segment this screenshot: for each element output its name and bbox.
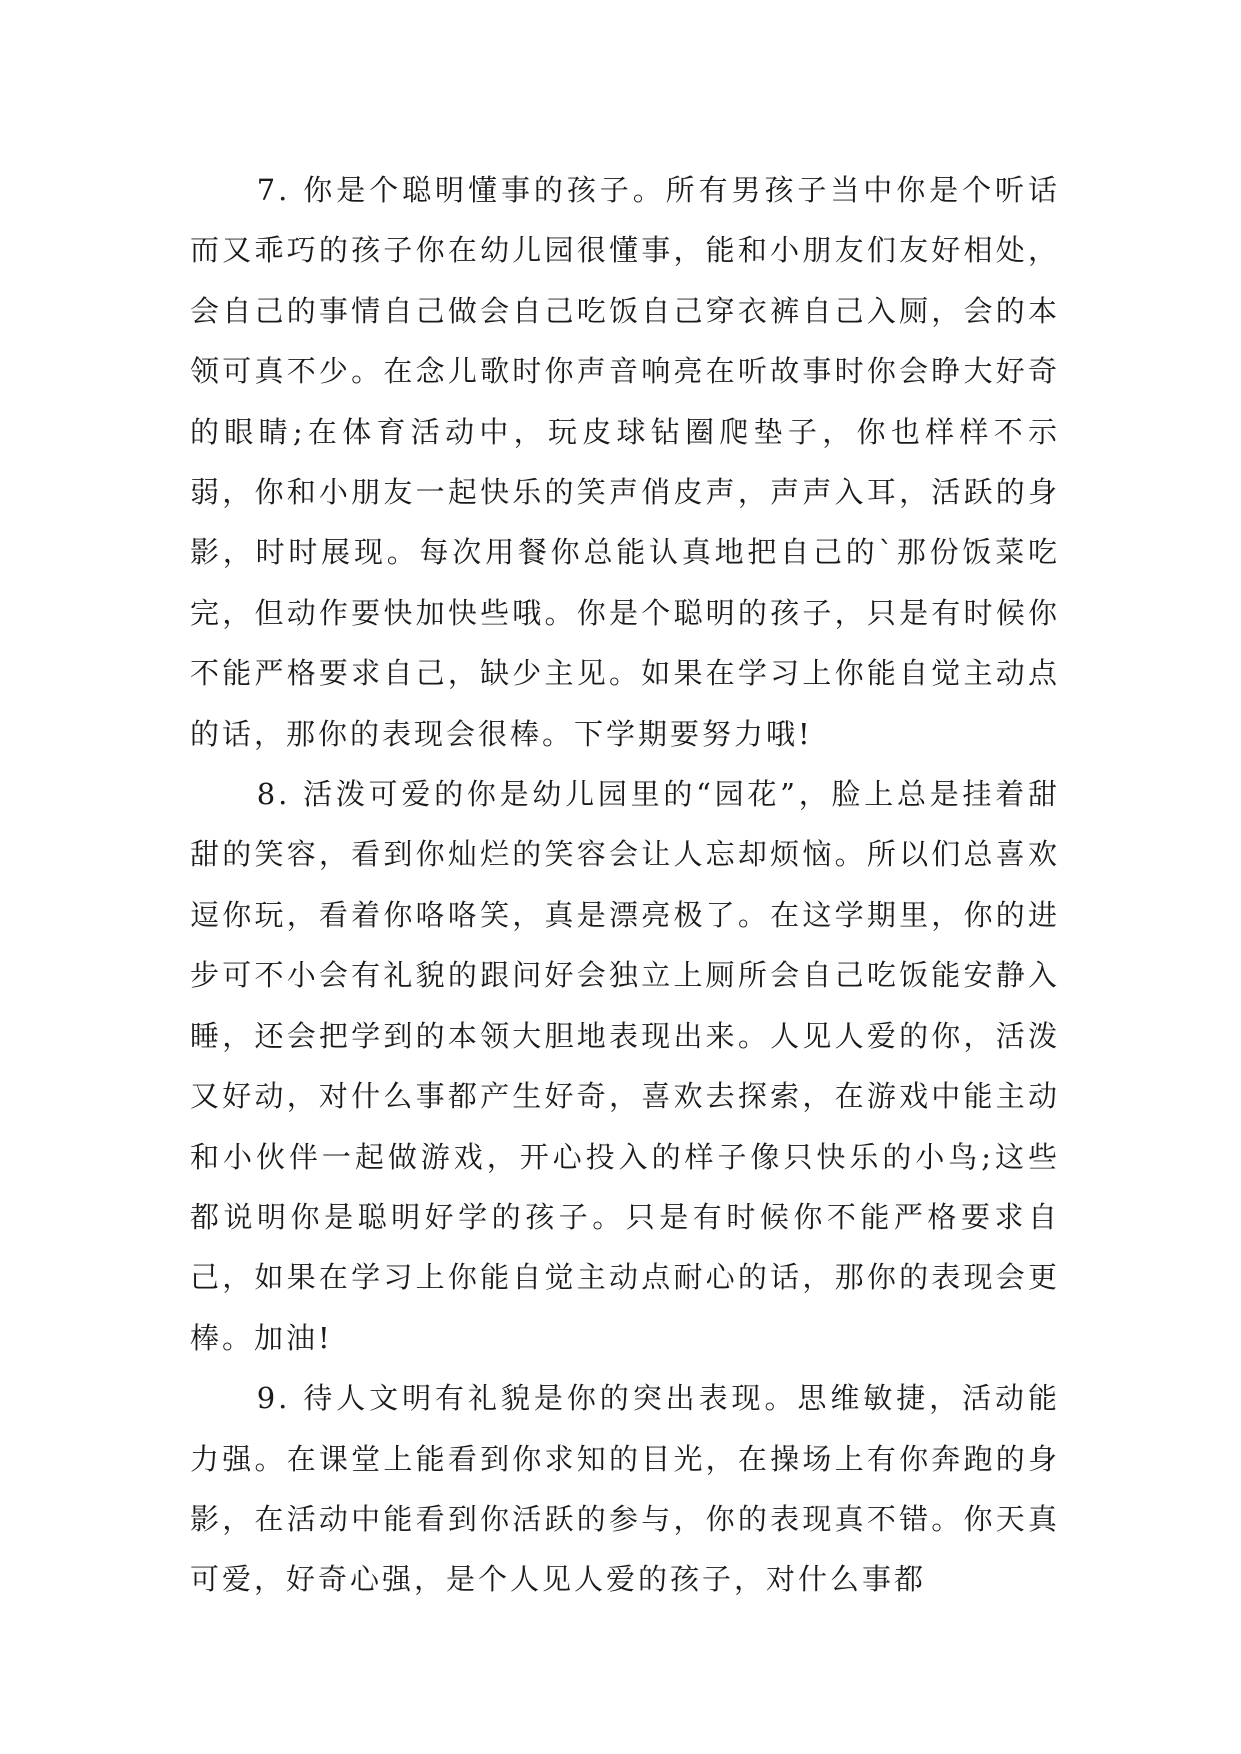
paragraph-number: 7. (256, 173, 291, 207)
paragraph-text: 你是个聪明懂事的孩子。所有男孩子当中你是个听话而又乖巧的孩子你在幼儿园很懂事，能和小朋友们友好相处，会自己的事情自己做会自己吃饭自己穿衣裤自己入厕，会的本领可真不少。在念儿歌时你声音响亮在听故事时你会睁大好奇的眼睛;在体育活动中，玩皮球钻圈爬垫子，你也样样不示弱，你和小朋友一起快乐的笑声俏皮声，声声入耳，活跃的身影，时时展现。每次用餐你总能认真地把自己的`那份饭菜吃完，但动作要快加快些哦。你是个聪明的孩子，只是有时候你不能严格要求自己，缺少主见。如果在学习上你能自觉主动点的话，那你的表现会很棒。下学期要努力哦! (190, 173, 1060, 751)
paragraph-8 (190, 764, 1060, 1368)
document-body (190, 160, 1060, 1610)
paragraph-text: 活泼可爱的你是幼儿园里的“园花”，脸上总是挂着甜甜的笑容，看到你灿烂的笑容会让人忘却烦恼。所以们总喜欢逗你玩，看着你咯咯笑，真是漂亮极了。在这学期里，你的进步可不小会有礼貌的跟问好会独立上厕所会自己吃饭能安静入睡，还会把学到的本领大胆地表现出来。人见人爱的你，活泼又好动，对什么事都产生好奇，喜欢去探索，在游戏中能主动和小伙伴一起做游戏，开心投入的样子像只快乐的小鸟;这些都说明你是聪明好学的孩子。只是有时候你不能严格要求自己，如果在学习上你能自觉主动点耐心的话，那你的表现会更棒。加油! (190, 777, 1060, 1355)
paragraph-number: 8. (256, 777, 291, 812)
paragraph-9 (190, 1368, 1060, 1610)
paragraph-7 (190, 160, 1060, 764)
paragraph-number: 9. (256, 1381, 291, 1416)
paragraph-text: 待人文明有礼貌是你的突出表现。思维敏捷，活动能力强。在课堂上能看到你求知的目光，在操场上有你奔跑的身影，在活动中能看到你活跃的参与，你的表现真不错。你天真可爱，好奇心强，是个人见人爱的孩子，对什么事都 (190, 1381, 1060, 1597)
